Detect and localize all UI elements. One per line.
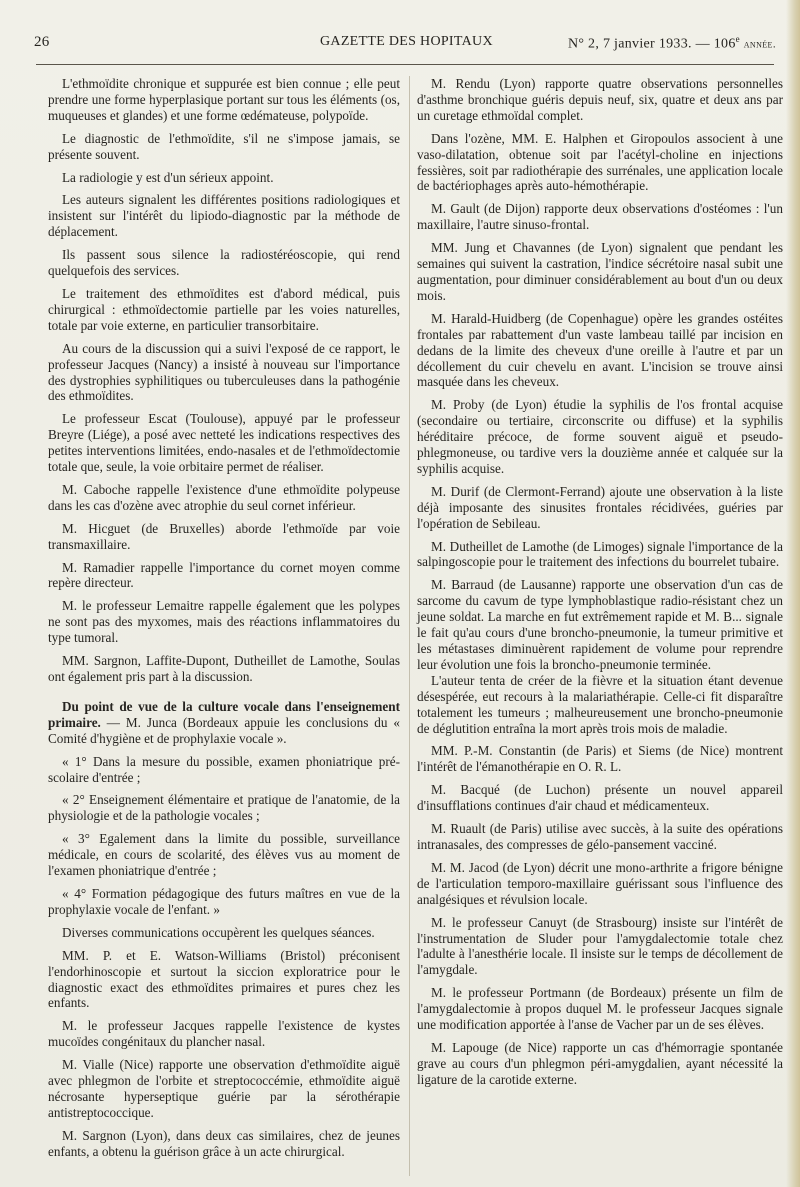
paragraph: M. le professeur Canuyt (de Strasbourg) insiste sur l'intérêt de l'instrumentation de Sluder pour l'amygdalectomie totale chez l'adulte à l'anesthérie locale. Il insiste sur le temps de décollement de l'amygdale. [417, 914, 783, 978]
paragraph: M. Ramadier rappelle l'importance du cornet moyen comme repère directeur. [48, 559, 400, 591]
section-paragraph [48, 699, 400, 747]
column-rule [409, 76, 410, 1176]
paragraph: Le diagnostic de l'ethmoïdite, s'il ne s'impose jamais, se présente souvent. [48, 130, 400, 162]
paragraph: M. M. Jacod (de Lyon) décrit une mono-arthrite a frigore bénigne de l'articulation temporo-maxillaire guérissant sous l'influence des analgésiques et révulsion locale. [417, 859, 783, 907]
paragraph: M. Sargnon (Lyon), dans deux cas similaires, chez de jeunes enfants, a obtenu la guérison grâce à un acte chirurgical. [48, 1127, 400, 1159]
right-column [417, 76, 783, 1095]
paragraph: M. Caboche rappelle l'existence d'une ethmoïdite polypeuse dans les cas d'ozène avec atrophie du seul cornet inférieur. [48, 481, 400, 513]
paragraph: M. Dutheillet de Lamothe (de Limoges) signale l'importance de la salpingoscopie pour le traitement des infections du bourrelet tubaire. [417, 538, 783, 570]
paragraph: MM. P. et E. Watson-Williams (Bristol) préconisent l'endorhinoscopie et surtout la siccion exploratrice pour le diagnostic exact des ethmoïdites primaires et pures chez les enfants. [48, 947, 400, 1011]
paragraph: Au cours de la discussion qui a suivi l'exposé de ce rapport, le professeur Jacques (Nancy) a insisté à nouveau sur l'importance des dystrophies syphilitiques ou tuberculeuses dans la pathogénie des ethmoïdites. [48, 340, 400, 404]
paragraph: MM. P.-M. Constantin (de Paris) et Siems (de Nice) montrent l'intérêt de l'émanothérapie en O. R. L. [417, 743, 783, 775]
paragraph: La radiologie y est d'un sérieux appoint. [62, 169, 274, 185]
issue-date-suffix: année. [743, 38, 776, 51]
paragraph: Dans l'ozène, MM. E. Halphen et Giropoulos associent à une vaso-dilatation, obtenue soit par l'acétyl-choline en injections fessières, soit par radiothérapie des surrénales, une application locale de bactériophages après auto-hémothérapie. [417, 130, 783, 194]
page-header [30, 34, 778, 54]
paragraph: M. le professeur Lemaitre rappelle également que les polypes ne sont pas des myxomes, mais des réactions inflammatoires du type tumoral. [48, 598, 400, 646]
paragraph: M. Vialle (Nice) rapporte une observation d'ethmoïdite aiguë avec phlegmon de l'orbite et streptococcémie, ethmoïdite aiguë nécrosante hyperseptique guérie par la sérothérapie antistreptococcique. [48, 1057, 400, 1120]
paragraph: M. le professeur Jacques rappelle l'existence de kystes mucoïdes congénitaux du plancher nasal. [48, 1018, 400, 1050]
paragraph: M. Bacqué (de Luchon) présente un nouvel appareil d'insufflations continues d'air chaud et médicamenteux. [417, 782, 783, 814]
paragraph: M. Lapouge (de Nice) rapporte un cas d'hémorragie spontanée grave au cours d'un phlegmon péri-amygdalien, ayant nécessité la ligature de la carotide externe. [417, 1039, 783, 1087]
header-rule [36, 64, 774, 65]
paragraph: Les auteurs signalent les différentes positions radiologiques et insistent sur l'intérêt du lipiodo-diagnostic par la méthode de déplacement. [48, 192, 400, 240]
paragraph: M. Harald-Huidberg (de Copenhague) opère les grandes ostéites frontales par rabattement d'un vaste lambeau taillé par incision en dedans de la limite des cheveux d'une oreille à l'autre et par un décollement du cuir chevelu en avant. L'incision se trouve ainsi masquée dans les cheveux. [417, 310, 783, 390]
paragraph: MM. Sargnon, Laffite-Dupont, Dutheillet de Lamothe, Soulas ont également pris part à la discussion. [48, 653, 400, 684]
section-lead-text: — M. Junca (Bordeaux appuie les conclusions du « Comité d'hygiène et de prophylaxie vocale ». [48, 714, 401, 746]
paragraph: « 1° Dans la mesure du possible, examen phoniatrique pré-scolaire d'entrée ; [48, 753, 400, 785]
journal-title: GAZETTE DES HOPITAUX [320, 34, 493, 49]
issue-date [568, 34, 776, 53]
paragraph: M. Hicguet (de Bruxelles) aborde l'ethmoïde par voie transmaxillaire. [48, 520, 400, 552]
paragraph: Le traitement des ethmoïdites est d'abord médical, puis chirurgical : ethmoïdectomie partielle par les voies naturelles, totale par voie externe, en particulier transorbitaire. [48, 285, 400, 333]
paragraph: M. Durif (de Clermont-Ferrand) ajoute une observation à la liste déjà imposante des sinusites frontales récidivées, guéries par l'opération de Sebileau. [417, 483, 783, 531]
page-edge-shadow [786, 0, 800, 1187]
issue-date-sup: e [735, 34, 740, 44]
paragraph: M. Barraud (de Lausanne) rapporte une observation d'un cas de sarcome du cavum de type lymphoblastique radio-résistant chez un jeune soldat. La marche en fut extrêmement rapide et M. B... signale le fait qu'au cours d'une broncho-pneumonie, la tumeur primitive et les métastases diminuèrent rapidement de volume pour reprendre leur évolution une fois la broncho-pneumonie terminée. [417, 577, 783, 672]
paragraph: L'ethmoïdite chronique et suppurée est bien connue ; elle peut prendre une forme hyperplasique portant sur tous les éléments (os, muqueuses et glandes) et une forme œdémateuse, polypoïde. [48, 76, 400, 123]
paragraph: Ils passent sous silence la radiostéréoscopie, qui rend quelquefois des services. [48, 247, 400, 279]
page-number: 26 [34, 34, 50, 50]
paragraph: M. Ruault (de Paris) utilise avec succès, à la suite des opérations intranasales, des compresses de gélo-pansement vacciné. [417, 821, 783, 852]
paragraph: M. le professeur Portmann (de Bordeaux) présente un film de l'amygdalectomie à propos duquel M. le professeur Jacques signale une modification apportée à l'anse de Vacher par un de ses élèves. [417, 985, 783, 1033]
left-column [48, 76, 400, 1167]
paragraph: « 3° Egalement dans la limite du possible, surveillance médicale, en cours de scolarité, des élèves vus au moment de l'examen phoniatrique d'entrée ; [48, 831, 400, 879]
paragraph: Diverses communications occupèrent les quelques séances. [62, 924, 375, 940]
paragraph: Le professeur Escat (Toulouse), appuyé par le professeur Breyre (Liége), a posé avec netteté les indications respectives des petites interventions limitées, endo-nasales et de l'ethmoïdectomie totale que, seule, la voie orbitaire permet de réaliser. [48, 411, 400, 475]
paragraph: « 4° Formation pédagogique des futurs maîtres en vue de la prophylaxie vocale de l'enfant. » [48, 885, 400, 917]
paragraph: M. Rendu (Lyon) rapporte quatre observations personnelles d'asthme bronchique guéris depuis neuf, six, quatre et deux ans par un curetage ethmoïdal complet. [417, 76, 783, 123]
section-heading: Du point de vue de la culture vocale dans l'enseignement primaire. [48, 698, 400, 730]
paragraph: M. Proby (de Lyon) étudie la syphilis de l'os frontal acquise (secondaire ou tertiaire, circonscrite ou diffuse) et la syphilis héréditaire précoce, de forme souvent aiguë et pseudo-phlegmoneuse, ou tardive vers la douzième année et calquée sur la syphilis acquise. [417, 397, 783, 476]
issue-date-main: N° 2, 7 janvier 1933. — 106 [567, 36, 736, 52]
paragraph: MM. Jung et Chavannes (de Lyon) signalent que pendant les semaines qui suivent la castration, l'indice sécrétoire nasal subit une augmentation, pour diminuer considérablement au bout d'un ou deux mois. [417, 240, 783, 303]
paragraph: M. Gault (de Dijon) rapporte deux observations d'ostéomes : l'un maxillaire, l'autre sinuso-frontal. [417, 201, 783, 233]
paragraph: « 2° Enseignement élémentaire et pratique de l'anatomie, de la physiologie et de la pathologie vocales ; [48, 792, 400, 824]
paragraph: L'auteur tenta de créer de la fièvre et la situation étant devenue désespérée, eut recours à la malariathérapie. Celle-ci fit disparaître totalement les tumeurs ; malheureusement une broncho-pneumonie de déglutition entraîna la mort après trois mois de maladie. [417, 672, 783, 736]
